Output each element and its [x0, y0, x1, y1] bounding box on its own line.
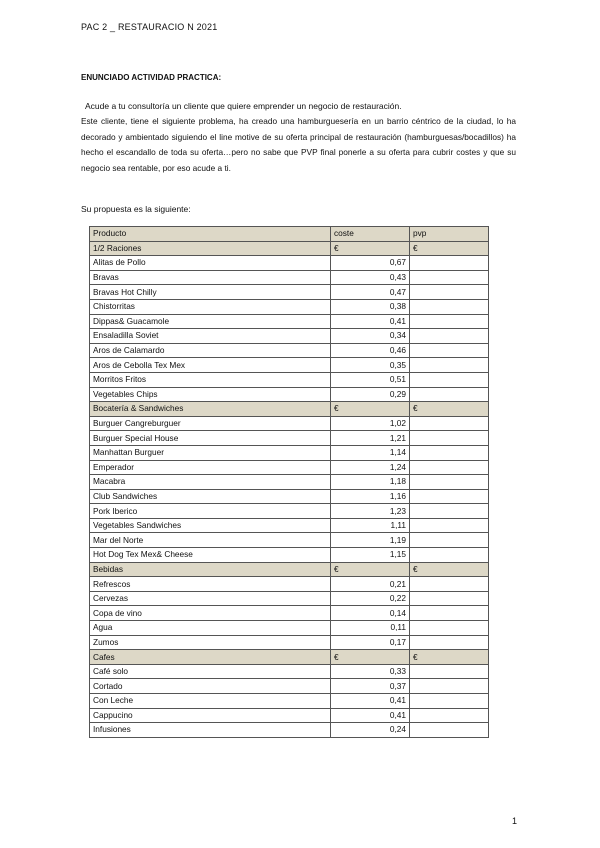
- table-row: [90, 475, 489, 490]
- table-row: [90, 489, 489, 504]
- table-row: [90, 343, 489, 358]
- category-row: [90, 402, 489, 417]
- product-name: Cervezas: [90, 591, 331, 606]
- table-row: [90, 518, 489, 533]
- product-pvp: [410, 460, 489, 475]
- product-pvp: [410, 314, 489, 329]
- product-pvp: [410, 372, 489, 387]
- product-name: Chistorritas: [90, 299, 331, 314]
- table-row: [90, 577, 489, 592]
- product-cost: 0,21: [331, 577, 410, 592]
- intro-line: Acude a tu consultoría un cliente que quiere emprender un negocio de restauración.: [85, 101, 402, 111]
- category-coste-currency: €: [331, 650, 410, 665]
- header-pvp: pvp: [410, 227, 489, 242]
- product-cost: 1,21: [331, 431, 410, 446]
- header-coste: coste: [331, 227, 410, 242]
- product-pvp: [410, 431, 489, 446]
- product-cost: 0,35: [331, 358, 410, 373]
- product-name: Pork Iberico: [90, 504, 331, 519]
- category-pvp-currency: €: [410, 241, 489, 256]
- product-pvp: [410, 708, 489, 723]
- category-coste-currency: €: [331, 241, 410, 256]
- product-name: Burguer Special House: [90, 431, 331, 446]
- table-row: [90, 504, 489, 519]
- product-name: Infusiones: [90, 723, 331, 738]
- product-cost: 0,41: [331, 314, 410, 329]
- problem-paragraph: Este cliente, tiene el siguiente problema, ha creado una hamburguesería en un barrio céntrico de la ciudad, lo ha decorado y ambientado siguiendo el line motive de su oferta principal de restauración (hamburguesas/bocadillos) ha hecho el escandallo de toda su oferta…pero no sabe que PVP final ponerle a su oferta para cubrir costes y que su negocio sea rentable, por eso acude a ti.: [81, 116, 516, 173]
- cost-table: [89, 226, 489, 738]
- product-pvp: [410, 475, 489, 490]
- product-name: Vegetables Chips: [90, 387, 331, 402]
- product-name: Dippas& Guacamole: [90, 314, 331, 329]
- page-number: 1: [512, 816, 518, 826]
- product-name: Bravas: [90, 270, 331, 285]
- category-label: Cafes: [90, 650, 331, 665]
- table-row: [90, 314, 489, 329]
- product-cost: 1,24: [331, 460, 410, 475]
- table-row: [90, 548, 489, 563]
- product-pvp: [410, 299, 489, 314]
- table-row: [90, 635, 489, 650]
- product-cost: 0,67: [331, 256, 410, 271]
- product-cost: 0,34: [331, 329, 410, 344]
- product-pvp: [410, 489, 489, 504]
- product-cost: 1,11: [331, 518, 410, 533]
- product-name: Con Leche: [90, 694, 331, 709]
- product-pvp: [410, 591, 489, 606]
- product-name: Club Sandwiches: [90, 489, 331, 504]
- cost-table-body: [90, 227, 489, 738]
- product-pvp: [410, 548, 489, 563]
- product-cost: 1,02: [331, 416, 410, 431]
- category-pvp-currency: €: [410, 650, 489, 665]
- table-row: [90, 694, 489, 709]
- product-name: Refrescos: [90, 577, 331, 592]
- product-pvp: [410, 358, 489, 373]
- product-cost: 0,33: [331, 664, 410, 679]
- table-header-row: [90, 227, 489, 242]
- table-row: [90, 606, 489, 621]
- product-cost: 0,46: [331, 343, 410, 358]
- product-pvp: [410, 256, 489, 271]
- product-cost: 1,19: [331, 533, 410, 548]
- category-coste-currency: €: [331, 562, 410, 577]
- product-pvp: [410, 679, 489, 694]
- product-cost: 0,41: [331, 694, 410, 709]
- product-pvp: [410, 723, 489, 738]
- product-pvp: [410, 329, 489, 344]
- product-name: Aros de Calamardo: [90, 343, 331, 358]
- product-pvp: [410, 343, 489, 358]
- table-row: [90, 270, 489, 285]
- product-pvp: [410, 416, 489, 431]
- product-name: Burguer Cangreburguer: [90, 416, 331, 431]
- product-cost: 0,43: [331, 270, 410, 285]
- table-row: [90, 664, 489, 679]
- product-cost: 0,11: [331, 621, 410, 636]
- product-cost: 0,37: [331, 679, 410, 694]
- table-row: [90, 621, 489, 636]
- product-pvp: [410, 518, 489, 533]
- product-name: Mar del Norte: [90, 533, 331, 548]
- category-pvp-currency: €: [410, 562, 489, 577]
- product-pvp: [410, 504, 489, 519]
- category-row: [90, 562, 489, 577]
- product-cost: 0,38: [331, 299, 410, 314]
- table-row: [90, 299, 489, 314]
- product-pvp: [410, 387, 489, 402]
- table-row: [90, 416, 489, 431]
- product-pvp: [410, 285, 489, 300]
- product-cost: 1,23: [331, 504, 410, 519]
- category-label: Bocatería & Sandwiches: [90, 402, 331, 417]
- product-name: Cappucino: [90, 708, 331, 723]
- product-pvp: [410, 533, 489, 548]
- product-name: Cortado: [90, 679, 331, 694]
- product-name: Emperador: [90, 460, 331, 475]
- category-pvp-currency: €: [410, 402, 489, 417]
- product-cost: 0,29: [331, 387, 410, 402]
- table-row: [90, 329, 489, 344]
- product-pvp: [410, 270, 489, 285]
- product-pvp: [410, 635, 489, 650]
- product-cost: 0,22: [331, 591, 410, 606]
- section-title: ENUNCIADO ACTIVIDAD PRACTICA:: [81, 73, 222, 82]
- table-row: [90, 679, 489, 694]
- product-cost: 1,18: [331, 475, 410, 490]
- product-cost: 1,15: [331, 548, 410, 563]
- table-row: [90, 256, 489, 271]
- table-row: [90, 387, 489, 402]
- product-name: Agua: [90, 621, 331, 636]
- table-row: [90, 723, 489, 738]
- product-pvp: [410, 445, 489, 460]
- product-cost: 1,14: [331, 445, 410, 460]
- product-cost: 1,16: [331, 489, 410, 504]
- table-row: [90, 533, 489, 548]
- product-name: Copa de vino: [90, 606, 331, 621]
- product-pvp: [410, 694, 489, 709]
- product-name: Vegetables Sandwiches: [90, 518, 331, 533]
- proposal-label: Su propuesta es la siguiente:: [81, 204, 191, 214]
- product-name: Café solo: [90, 664, 331, 679]
- product-cost: 0,41: [331, 708, 410, 723]
- category-label: Bebidas: [90, 562, 331, 577]
- product-name: Alitas de Pollo: [90, 256, 331, 271]
- product-name: Zumos: [90, 635, 331, 650]
- product-name: Ensaladilla Soviet: [90, 329, 331, 344]
- product-cost: 0,24: [331, 723, 410, 738]
- product-cost: 0,17: [331, 635, 410, 650]
- product-pvp: [410, 577, 489, 592]
- category-label: 1/2 Raciones: [90, 241, 331, 256]
- table-row: [90, 372, 489, 387]
- table-row: [90, 358, 489, 373]
- product-name: Bravas Hot Chilly: [90, 285, 331, 300]
- category-row: [90, 650, 489, 665]
- product-pvp: [410, 621, 489, 636]
- product-cost: 0,51: [331, 372, 410, 387]
- table-row: [90, 431, 489, 446]
- product-name: Manhattan Burguer: [90, 445, 331, 460]
- header-producto: Producto: [90, 227, 331, 242]
- product-pvp: [410, 606, 489, 621]
- category-coste-currency: €: [331, 402, 410, 417]
- table-row: [90, 591, 489, 606]
- product-name: Aros de Cebolla Tex Mex: [90, 358, 331, 373]
- product-name: Macabra: [90, 475, 331, 490]
- product-cost: 0,47: [331, 285, 410, 300]
- product-pvp: [410, 664, 489, 679]
- table-row: [90, 445, 489, 460]
- page-header: PAC 2 _ RESTAURACIO N 2021: [81, 22, 218, 32]
- table-row: [90, 708, 489, 723]
- table-row: [90, 285, 489, 300]
- category-row: [90, 241, 489, 256]
- table-row: [90, 460, 489, 475]
- product-cost: 0,14: [331, 606, 410, 621]
- product-name: Morritos Fritos: [90, 372, 331, 387]
- product-name: Hot Dog Tex Mex& Cheese: [90, 548, 331, 563]
